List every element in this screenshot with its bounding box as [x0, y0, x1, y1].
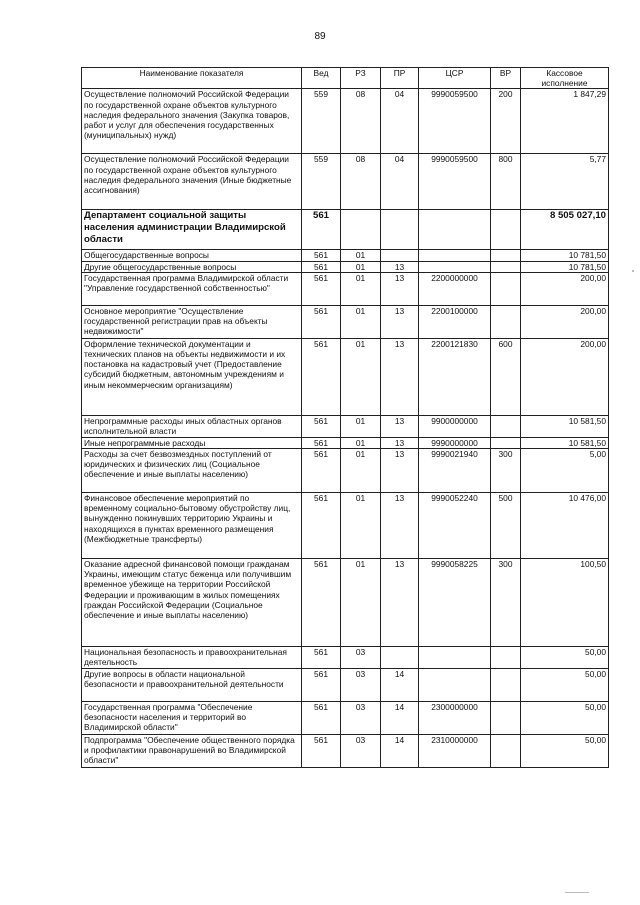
scan-mark — [565, 892, 589, 893]
cell-csr: 2200121830 — [419, 338, 491, 415]
cell-name: Расходы за счет безвозмездных поступлений от юридических и физических лиц (Социальное обеспечение и иные выплаты населению) — [82, 449, 302, 493]
cell-csr — [419, 647, 491, 669]
cell-vr — [491, 261, 521, 272]
cell-vr — [491, 305, 521, 338]
cell-ved: 561 — [302, 338, 341, 415]
table-row — [82, 305, 609, 338]
cell-csr — [419, 261, 491, 272]
cell-name: Финансовое обеспечение мероприятий по временному социально-бытовому обустройству лиц, вынужденно покинувших территорию Украины и находящихся в пунктах временного размещения (Межбюджетные трансферты) — [82, 493, 302, 559]
cell-pr: 13 — [381, 415, 419, 437]
cell-vr — [491, 437, 521, 448]
cell-csr — [419, 669, 491, 702]
cell-rz: 03 — [341, 647, 381, 669]
cell-ved: 561 — [302, 261, 341, 272]
cell-csr: 2200000000 — [419, 272, 491, 305]
header-vr: ВР — [491, 68, 521, 89]
cell-name: Осуществление полномочий Российской Федерации по государственной охране объектов культурного наследия федерального значения (Закупка товаров, работ и услуг для обеспечения государственных (муниципальных) нужд) — [82, 89, 302, 154]
cell-name: Подпрограмма "Обеспечение общественного порядка и профилактики правонарушений во Владимирской области" — [82, 735, 302, 768]
cell-pr — [381, 647, 419, 669]
cell-rz — [341, 210, 381, 250]
cell-rz: 03 — [341, 702, 381, 735]
cell-name: Государственная программа "Обеспечение безопасности населения и территорий во Владимирской области" — [82, 702, 302, 735]
cell-rz: 03 — [341, 669, 381, 702]
cell-vr: 800 — [491, 154, 521, 210]
cell-ved: 561 — [302, 250, 341, 261]
cell-ved: 561 — [302, 449, 341, 493]
cell-csr: 2200100000 — [419, 305, 491, 338]
cell-name: Государственная программа Владимирской области "Управление государственной собственностью" — [82, 272, 302, 305]
cell-name: Оформление технической документации и технических планов на объекты недвижимости и их постановка на кадастровый учет (Предоставление субсидий бюджетным, автономным учреждениям и иным некоммерческим организациям) — [82, 338, 302, 415]
cell-rz: 01 — [341, 261, 381, 272]
cell-pr: 14 — [381, 735, 419, 768]
page-number: 89 — [314, 31, 326, 42]
cell-amount: 50,00 — [521, 735, 609, 768]
cell-amount: 50,00 — [521, 702, 609, 735]
cell-amount: 200,00 — [521, 338, 609, 415]
cell-rz: 01 — [341, 437, 381, 448]
cell-rz: 08 — [341, 89, 381, 154]
cell-amount: 5,00 — [521, 449, 609, 493]
cell-name: Национальная безопасность и правоохранительная деятельность — [82, 647, 302, 669]
cell-name: Осуществление полномочий Российской Федерации по государственной охране объектов культурного наследия федерального значения (Иные бюджетные ассигнования) — [82, 154, 302, 210]
cell-ved: 561 — [302, 437, 341, 448]
cell-rz: 01 — [341, 449, 381, 493]
cell-name: Непрограммные расходы иных областных органов исполнительной власти — [82, 415, 302, 437]
table-row — [82, 261, 609, 272]
cell-csr: 9990059500 — [419, 89, 491, 154]
cell-amount: 10 581,50 — [521, 415, 609, 437]
table-row — [82, 647, 609, 669]
cell-pr — [381, 250, 419, 261]
cell-name: Иные непрограммные расходы — [82, 437, 302, 448]
cell-pr: 14 — [381, 702, 419, 735]
header-ved: Вед — [302, 68, 341, 89]
table-row — [82, 559, 609, 647]
cell-rz: 01 — [341, 415, 381, 437]
cell-pr: 13 — [381, 305, 419, 338]
cell-csr: 9990059500 — [419, 154, 491, 210]
cell-pr: 13 — [381, 261, 419, 272]
cell-csr: 9990000000 — [419, 437, 491, 448]
cell-ved: 561 — [302, 272, 341, 305]
cell-amount: 10 581,50 — [521, 437, 609, 448]
cell-name: Другие общегосударственные вопросы — [82, 261, 302, 272]
table-row — [82, 437, 609, 448]
table-row — [82, 669, 609, 702]
cell-pr — [381, 210, 419, 250]
cell-csr: 9990052240 — [419, 493, 491, 559]
cell-ved: 561 — [302, 702, 341, 735]
cell-amount: 10 781,50 — [521, 261, 609, 272]
scan-mark — [632, 270, 634, 272]
cell-rz: 01 — [341, 250, 381, 261]
cell-vr: 300 — [491, 449, 521, 493]
cell-ved: 561 — [302, 647, 341, 669]
cell-pr: 04 — [381, 89, 419, 154]
cell-ved: 561 — [302, 735, 341, 768]
cell-rz: 01 — [341, 338, 381, 415]
cell-amount: 100,50 — [521, 559, 609, 647]
cell-csr: 2310000000 — [419, 735, 491, 768]
cell-vr — [491, 415, 521, 437]
cell-vr: 500 — [491, 493, 521, 559]
cell-amount: 200,00 — [521, 305, 609, 338]
cell-csr — [419, 250, 491, 261]
cell-name: Другие вопросы в области национальной безопасности и правоохранительной деятельности — [82, 669, 302, 702]
cell-pr: 14 — [381, 669, 419, 702]
table-row — [82, 338, 609, 415]
cell-pr: 13 — [381, 272, 419, 305]
cell-name: Основное мероприятие "Осуществление государственной регистрации прав на объекты недвижимости" — [82, 305, 302, 338]
table-row — [82, 415, 609, 437]
cell-rz: 01 — [341, 272, 381, 305]
header-rz: РЗ — [341, 68, 381, 89]
table-row — [82, 89, 609, 154]
cell-ved: 559 — [302, 154, 341, 210]
cell-vr — [491, 669, 521, 702]
table-row — [82, 493, 609, 559]
cell-name: Департамент социальной защиты населения администрации Владимирской области — [82, 210, 302, 250]
cell-ved: 561 — [302, 669, 341, 702]
cell-name: Оказание адресной финансовой помощи гражданам Украины, имеющим статус беженца или получившим временное убежище на территории Российской Федерации и проживающим в жилых помещениях граждан Российской Федерации (Социальное обеспечение и иные выплаты населению) — [82, 559, 302, 647]
cell-csr — [419, 210, 491, 250]
cell-amount: 8 505 027,10 — [521, 210, 609, 250]
header-name: Наименование показателя — [82, 68, 302, 89]
cell-ved: 561 — [302, 559, 341, 647]
cell-csr: 9990021940 — [419, 449, 491, 493]
table-row-department — [82, 210, 609, 250]
cell-amount: 1 847,29 — [521, 89, 609, 154]
table-row — [82, 250, 609, 261]
cell-ved: 559 — [302, 89, 341, 154]
cell-pr: 04 — [381, 154, 419, 210]
cell-pr: 13 — [381, 449, 419, 493]
cell-vr — [491, 210, 521, 250]
table-row — [82, 702, 609, 735]
cell-vr: 600 — [491, 338, 521, 415]
cell-rz: 08 — [341, 154, 381, 210]
cell-amount: 50,00 — [521, 669, 609, 702]
cell-vr — [491, 272, 521, 305]
cell-vr: 200 — [491, 89, 521, 154]
cell-pr: 13 — [381, 437, 419, 448]
budget-execution-table — [81, 67, 609, 768]
cell-amount: 5,77 — [521, 154, 609, 210]
cell-amount: 50,00 — [521, 647, 609, 669]
cell-csr: 2300000000 — [419, 702, 491, 735]
table-header-row — [82, 68, 609, 89]
cell-amount: 10 781,50 — [521, 250, 609, 261]
cell-vr — [491, 735, 521, 768]
cell-amount: 200,00 — [521, 272, 609, 305]
cell-rz: 01 — [341, 493, 381, 559]
table-row — [82, 735, 609, 768]
cell-csr: 9900000000 — [419, 415, 491, 437]
table-row — [82, 272, 609, 305]
cell-csr: 9990058225 — [419, 559, 491, 647]
cell-rz: 03 — [341, 735, 381, 768]
header-amount: Кассовое исполнение — [521, 68, 609, 89]
cell-pr: 13 — [381, 559, 419, 647]
cell-rz: 01 — [341, 305, 381, 338]
cell-pr: 13 — [381, 493, 419, 559]
table-row — [82, 449, 609, 493]
cell-vr — [491, 647, 521, 669]
cell-pr: 13 — [381, 338, 419, 415]
cell-ved: 561 — [302, 493, 341, 559]
cell-vr — [491, 250, 521, 261]
table-row — [82, 154, 609, 210]
cell-ved: 561 — [302, 415, 341, 437]
cell-vr — [491, 702, 521, 735]
header-pr: ПР — [381, 68, 419, 89]
header-csr: ЦСР — [419, 68, 491, 89]
cell-ved: 561 — [302, 305, 341, 338]
cell-name: Общегосударственные вопросы — [82, 250, 302, 261]
cell-ved: 561 — [302, 210, 341, 250]
cell-vr: 300 — [491, 559, 521, 647]
cell-amount: 10 476,00 — [521, 493, 609, 559]
cell-rz: 01 — [341, 559, 381, 647]
